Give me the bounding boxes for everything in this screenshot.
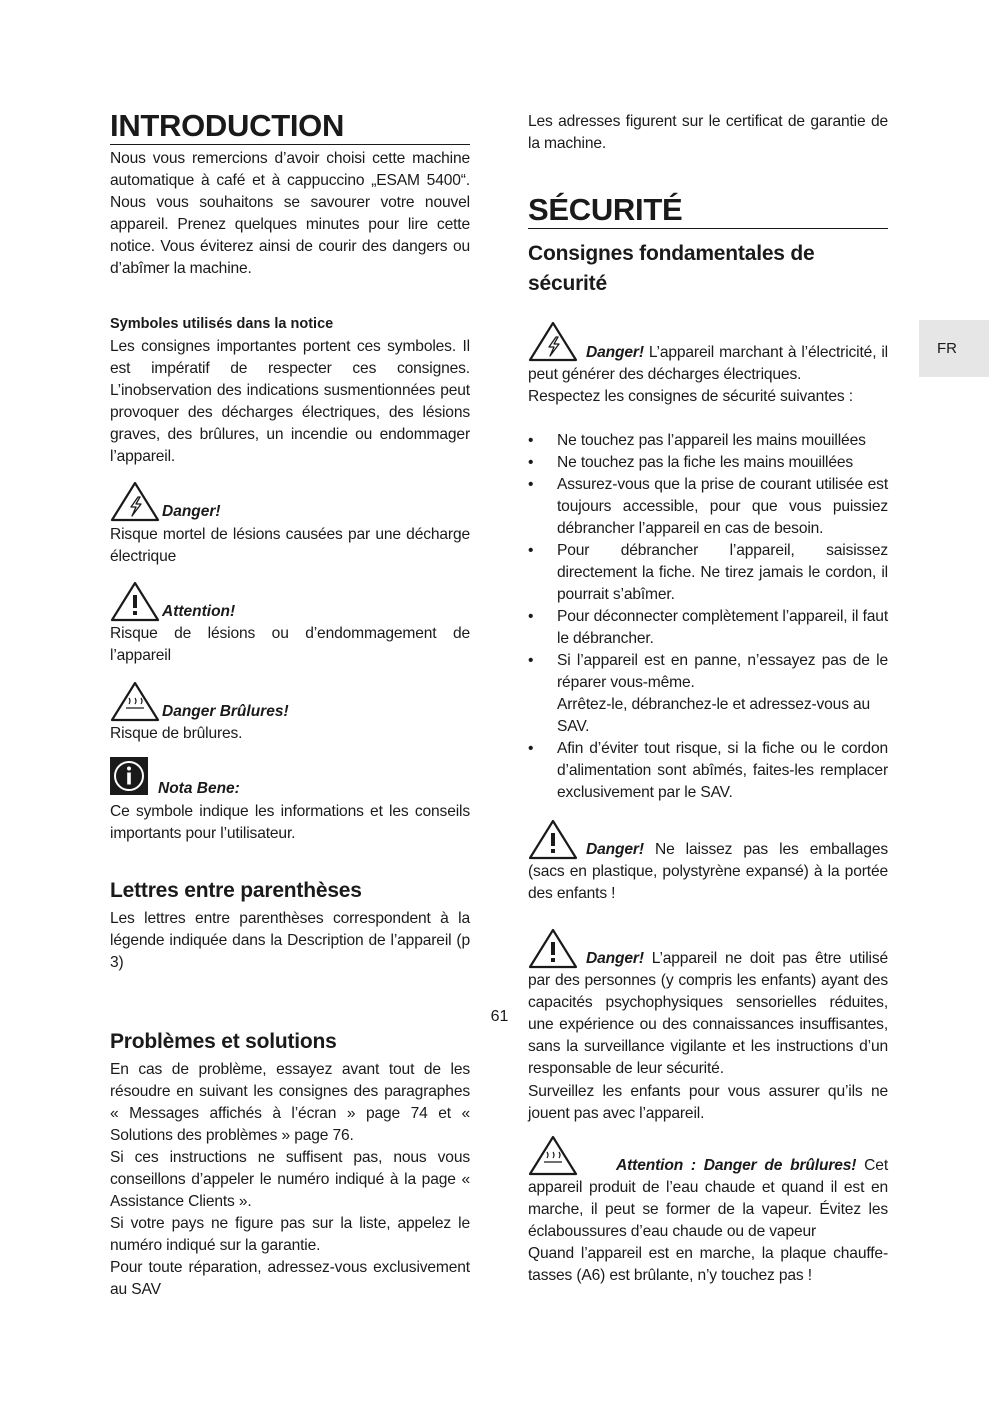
safety-instructions-intro: Respectez les consignes de sécurité suivantes : <box>528 388 853 405</box>
list-item: • Ne touchez pas l’appareil les mains mouillées <box>528 430 888 452</box>
nota-bene-text: Ce symbole indique les informations et les conseils importants pour l’utilisateur. <box>110 803 470 842</box>
introduction-text: Nous vous remercions d’avoir choisi cette machine automatique à café et à cappuccino „ESAM 5400“. Nous vous souhaitons se savourer votre nouvel appareil. Prenez quelques minutes pour lire cette notice. Vous éviterez ainsi de courir des dangers ou d’abîmer la machine. <box>110 150 470 277</box>
attention-label: Attention! <box>162 603 236 620</box>
electric-danger-icon <box>110 480 160 522</box>
list-item: • Pour déconnecter complètement l’appareil, il faut le débrancher. <box>528 606 888 650</box>
attention-icon <box>110 580 160 622</box>
info-icon <box>110 757 148 795</box>
danger-text: Risque mortel de lésions causées par une décharge électrique <box>110 526 470 565</box>
problems-paragraph: Pour toute réparation, adressez-vous exclusivement au SAV <box>110 1259 470 1298</box>
list-item: • Assurez-vous que la prise de courant utilisée est toujours accessible, pour que vous puissiez débrancher l’appareil en cas de besoin. <box>528 474 888 540</box>
burn-danger-icon <box>110 680 160 722</box>
warning-packaging-text: Danger! Ne laissez pas les emballages (sacs en plastique, polystyrène expansé) à la portée des enfants ! <box>528 841 888 902</box>
danger-label: Danger! <box>586 344 644 361</box>
danger-label: Danger! <box>586 841 644 858</box>
warning-children-text: Surveillez les enfants pour vous assurer qu’ils ne jouent pas avec l’appareil. <box>528 1083 888 1122</box>
danger-label: Danger! <box>162 503 221 520</box>
list-item: • Si l’appareil est en panne, n’essayez pas de le réparer vous-même. Arrêtez-le, débranchez-le et adressez-vous au SAV. <box>528 650 888 738</box>
warning-persons-text: Danger! L’appareil ne doit pas être utilisé par des personnes (y compris les enfants) ayant des capacités psychophysiques sensorielles réduites, une expérience ou des connaissances insuffisantes, sans la surveillance vigilante et les instructions d’un responsable de leur sécurité. <box>528 950 888 1077</box>
list-item: • Pour débrancher l’appareil, saisissez directement la fiche. Ne tirez jamais le cordon, il pourrait s’abîmer. <box>528 540 888 606</box>
introduction-title: INTRODUCTION <box>110 108 470 145</box>
list-item: • Ne touchez pas la fiche les mains mouillées <box>528 452 888 474</box>
securite-subtitle: Consignes fondamentales de sécurité <box>528 242 815 295</box>
symbols-heading: Symboles utilisés dans la notice <box>110 316 334 332</box>
problems-paragraph: En cas de problème, essayez avant tout de les résoudre en suivant les consignes des paragraphes « Messages affichés à l’écran » page 74 et « Solutions des problèmes » page 76. <box>110 1061 470 1144</box>
warning-electric-text: Danger! L’appareil marchant à l’électricité, il peut générer des décharges électriques. <box>528 344 888 383</box>
problems-paragraph: Si ces instructions ne suffisent pas, nous vous conseillons d’appeler le numéro indiqué à la page « Assistance Clients ». <box>110 1149 470 1210</box>
page-number: 61 <box>490 1008 509 1025</box>
warning-burn-text: Attention : Danger de brûlures! Cet appareil produit de l’eau chaude et quand il est en marche, il peut se former de la vapeur. Évitez les éclaboussures d’eau chaude ou de vapeur <box>528 1157 888 1240</box>
securite-title: SÉCURITÉ <box>528 192 888 229</box>
language-tab: FR <box>919 320 989 377</box>
safety-bullet-list <box>528 430 888 804</box>
letters-text: Les lettres entre parenthèses correspondent à la légende indiquée dans la Description de l’appareil (p 3) <box>110 910 470 971</box>
warning-cup-warmer-text: Quand l’appareil est en marche, la plaque chauffe-tasses (A6) est brûlante, n’y touchez pas ! <box>528 1245 888 1284</box>
problems-title: Problèmes et solutions <box>110 1030 337 1053</box>
symbols-text: Les consignes importantes portent ces symboles. Il est impératif de respecter ces consignes. L’inobservation des indications susmentionnées peut provoquer des décharges électriques, des lésions graves, des brûlures, un incendie ou endommager l’appareil. <box>110 338 470 465</box>
attention-text: Risque de lésions ou d’endommagement de l’appareil <box>110 625 470 664</box>
nota-bene-label: Nota Bene: <box>158 780 240 797</box>
attention-burn-label: Attention : Danger de brûlures! <box>616 1157 857 1174</box>
addresses-text: Les adresses figurent sur le certificat de garantie de la machine. <box>528 113 888 152</box>
letters-title: Lettres entre parenthèses <box>110 879 362 902</box>
burn-label: Danger Brûlures! <box>162 703 289 720</box>
problems-paragraph: Si votre pays ne figure pas sur la liste, appelez le numéro indiqué sur la garantie. <box>110 1215 470 1254</box>
burn-text: Risque de brûlures. <box>110 725 243 742</box>
danger-label: Danger! <box>586 950 644 967</box>
list-item: • Afin d’éviter tout risque, si la fiche ou le cordon d’alimentation sont abîmés, faites-les remplacer exclusivement par le SAV. <box>528 738 888 804</box>
